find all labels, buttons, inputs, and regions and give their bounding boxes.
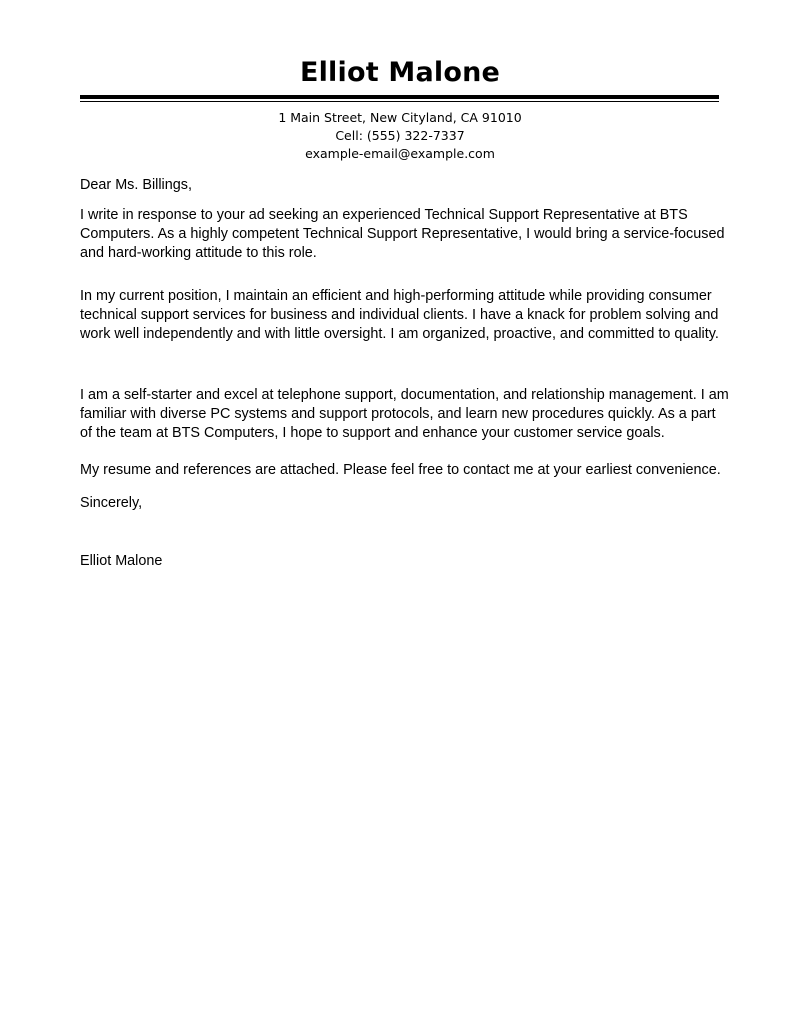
sender-address: 1 Main Street, New Cityland, CA 91010 xyxy=(278,110,522,125)
paragraph: My resume and references are attached. Please feel free to contact me at your earliest convenience. xyxy=(80,462,721,478)
signature-name: Elliot Malone xyxy=(80,553,163,569)
salutation: Dear Ms. Billings, xyxy=(80,177,192,193)
paragraph: In my current position, I maintain an efficient and high-performing attitude while providing consumer technical support services for business and individual clients. I have a knack for problem solving and work well independently and with little oversight. I am organized, proactive, and committed to quality. xyxy=(80,288,719,342)
paragraph: I write in response to your ad seeking an experienced Technical Support Representative at BTS Computers. As a highly competent Technical Support Representative, I would bring a service-focused and hard-working attitude to this role. xyxy=(80,207,725,261)
header-rule-thick xyxy=(80,95,719,99)
sender-phone: Cell: (555) 322-7337 xyxy=(335,128,465,143)
sender-email: example-email@example.com xyxy=(305,146,495,161)
sender-name: Elliot Malone xyxy=(299,57,501,88)
closing: Sincerely, xyxy=(80,495,143,511)
paragraph: I am a self-starter and excel at telephone support, documentation, and relationship management. I am familiar with diverse PC systems and support protocols, and learn new procedures quickly. As a part of the team at BTS Computers, I hope to support and enhance your customer service goals. xyxy=(80,387,729,441)
header-rule-thin xyxy=(80,101,719,102)
